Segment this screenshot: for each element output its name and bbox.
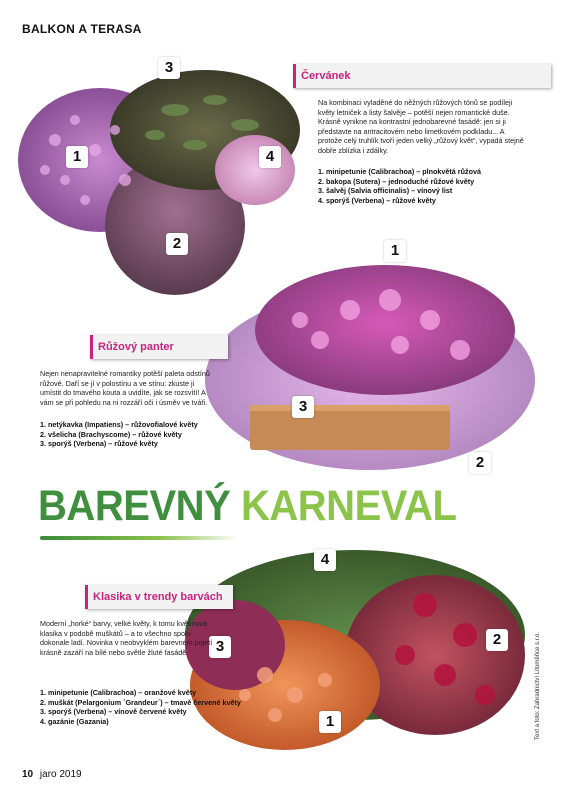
label-2: 2 xyxy=(486,629,508,651)
label-1: 1 xyxy=(66,146,88,168)
block-text-klasika: Moderní „horké“ barvy, velké květy, k tomu květinová klasika v podobě muškátů – a to všechno spolu dokonale ladí. Novinka v neobvyklém barevném pojetí krásně zazáří na bílé nebo světle žluté fasádě. xyxy=(40,619,213,657)
block-title-cervanek: Červánek xyxy=(293,64,551,88)
headline-underline xyxy=(40,536,240,540)
page-number: 10 xyxy=(22,769,34,780)
list-item: 2. muškát (Pelargonium ´Grandeur´) – tmavě červené květy xyxy=(40,697,241,707)
list-item: 3. sporýš (Verbena) – vínově červené květy xyxy=(40,707,187,717)
block-list-ruzovy-panter xyxy=(40,420,198,449)
list-item: 4. gazánie (Gazania) xyxy=(40,716,109,726)
photo-credit: Text a foto: Zahradnictví Litoměřice s.r.o. xyxy=(535,631,541,740)
label-2: 2 xyxy=(469,452,491,474)
list-item: 3. sporýš (Verbena) – růžové květy xyxy=(40,439,158,449)
issue-label: jaro 2019 xyxy=(39,769,82,780)
block-title-ruzovy-panter: Růžový panter xyxy=(90,335,228,359)
block-title-klasika: Klasika v trendy barvách xyxy=(85,585,233,609)
flower-arrangement-image xyxy=(200,250,535,480)
label-4: 4 xyxy=(259,146,281,168)
page-footer xyxy=(22,769,82,780)
block-list-klasika xyxy=(40,688,241,726)
headline-word-1: BAREVNÝ xyxy=(38,482,231,530)
section-label: BALKON A TERASA xyxy=(22,22,142,36)
planter-photo-ruzovy-panter xyxy=(200,250,535,480)
headline-word-2: KARNEVAL xyxy=(240,482,457,530)
list-item: 2. bakopa (Sutera) – jednoduché růžové květy xyxy=(318,176,475,186)
label-1: 1 xyxy=(319,711,341,733)
label-4: 4 xyxy=(314,549,336,571)
label-3: 3 xyxy=(158,57,180,79)
list-item: 3. šalvěj (Salvia officinalis) – vínový list xyxy=(318,186,453,196)
list-item: 1. minipetunie (Calibrachoa) – oranžové květy xyxy=(40,688,197,697)
list-item: 1. minipetunie (Calibrachoa) – plnokvětá růžová xyxy=(318,167,481,176)
label-3: 3 xyxy=(209,636,231,658)
block-list-cervanek xyxy=(318,167,481,205)
label-1: 1 xyxy=(384,240,406,262)
list-item: 4. sporýš (Verbena) – růžové květy xyxy=(318,195,436,205)
block-text-ruzovy-panter: Nejen nenapravitelné romantiky potěší paleta odstínů růžové. Daří se jí v polostínu a ve stínu: zkuste ji umístit do tmavého kouta a uvidíte, jak se rozsvítí! A vám se při pohledu na ni rozzáří oči i úsměv ve tváři. xyxy=(40,369,210,407)
list-item: 1. netýkavka (Impatiens) – růžovofialové květy xyxy=(40,420,198,429)
list-item: 2. všelicha (Brachyscome) – růžové květy xyxy=(40,429,182,439)
label-2: 2 xyxy=(166,233,188,255)
block-text-cervanek: Na kombinaci vyladěné do něžných růžových tónů se podíleji květy letniček a listy šalvěje – potěší nejen romantické duše. Krásně vynikne na kontrastní jednobarevné fasádě: jen si ji představte na antracitovém nebo limetkovém podkladu... A protože celý truhlík tvoří jeden velký „růžový květ“, vypadá stejně dobře zblízka i zdálky. xyxy=(318,98,524,155)
label-3: 3 xyxy=(292,396,314,418)
headline xyxy=(38,482,456,531)
